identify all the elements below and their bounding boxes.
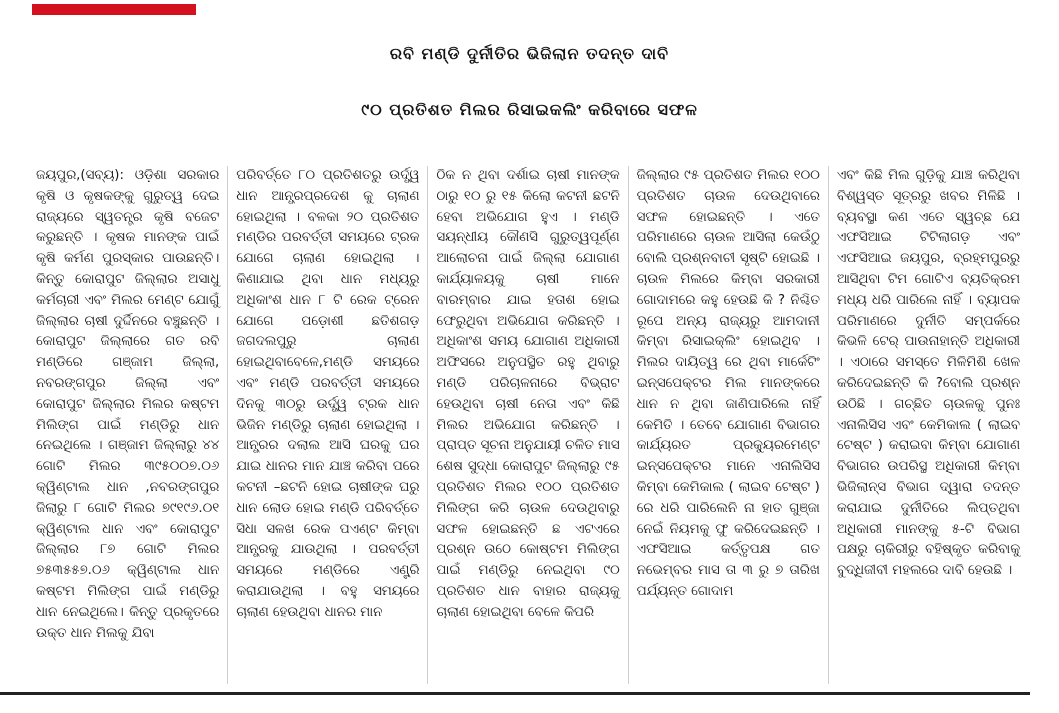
article-column-5: ଏବଂ କିଛି ମିଲ ଗୁଡ଼ିକୁ ଯାଞ୍ଚ କରିଥିବା ବିଶ୍ୱସ୍ତ ସୂତ୍ରରୁ ଖବର ମିଳିଛି । ବ୍ୟବସ୍ଥା କଣ ଏତେ ସ୍ୱଚ୍ଛ ଯେ ଏଫସିଆଇ ଟିଟିଲାଗଡ଼ ଏବଂ ଏଫସିଆଇ ଜୟପୁର, ବ୍ରହ୍ମପୁରରୁ ଆସିଥିବା ଟିମ ଗୋଟିଏ ବ୍ୟତିକ୍ରମ ମଧ୍ୟ ଧରି ପାରିଲେ ନାହିଁ । ବ୍ୟାପକ ପରିମାଣରେ ଦୁର୍ନୀତି ସମ୍ପର୍କରେ କିଭଳି ଟେର୍ ପାଉନାହାନ୍ତି ଅଧିକାରୀ । ଏଠାରେ ସମସ୍ତେ ମିଳିମିଶି ଖେଳ କରିଦେଇଛନ୍ତି କି ?ବୋଲି ପ୍ରଶ୍ନ ଉଠିଛି । ଗଚ୍ଛିତ ଚାଉଳକୁ ପୁନଃ ଏନାଲିସିସ ଏବଂ କେମିକାଲ ( ଲାଇବ ଟେଷ୍ଟ ) କରାଇବା କିମ୍ବା ଯୋଗାଣ ବିଭାଗର ଉପରିସ୍ଥ ଅଧିକାରୀ କିମ୍ବା ଭିଜିଲାନ୍ସ ବିଭାଗ ଦ୍ୱାରା ତଦନ୍ତ କରାଯାଇ ଦୁର୍ନୀତିରେ ଲିପ୍ତଥିବା ଅଧିକାରୀ ମାନଙ୍କୁ ୫-ଟି ବିଭାଗ ପକ୍ଷରୁ ଚାକିରୀରୁ ବହିଷ୍କୃତ କରିବାକୁ ବୁଦ୍ଧିଜୀବୀ ମହଲରେ ଦାବି ହେଉଛି । [828, 166, 1028, 684]
article-column-4: ଜିଲ୍ଲାର ୯୫ ପ୍ରତିଶତ ମିଲର ୧୦୦ ପ୍ରତିଶତ ଚାଉଳ ଦେଉଥିବାରେ ସଫଳ ହୋଇଛନ୍ତି । ଏତେ ପରିମାଣରେ ଚାଉଳ ଆସିଲା କେଉଁଠୁ ବୋଲି ପ୍ରଶ୍ନବାଚୀ ସୃଷ୍ଟି ହୋଇଛି । ଚାଉଳ ମିଲରେ କିମ୍ବା ସରକାରୀ ଗୋଦାମରେ କହୁ ହେଉଛି କି ? ନିଶ୍ଚିତ ରୂପେ ଅନ୍ୟ ରାଜ୍ୟରୁ ଆମଦାନୀ କିମ୍ବା ରିସାଇକ୍ଲିଂ ହୋଇଥିବ । ମିଲର ଦାୟିତ୍ୱ ରେ ଥିବା ମାର୍କେଟିଂ ଇନ୍ସପେକ୍ଟର ମିଲ ମାନଙ୍କରେ ଧାନ ନ ଥିବା ଜାଣିପାରିଲେ ନାହିଁ କେମିତି । ତେବେ ଯୋଗାଣ ବିଭାଗର କାର୍ଯ୍ୟରତ ପ୍ରକ୍ୟୁରମେଣ୍ଟ ଇନ୍ସପେକ୍ଟର ମାନେ ଏନାଲିସିସ କିମ୍ବା କେମିକାଲ ( ଲାଇବ ଟେଷ୍ଟ ) ରେ ଧରି ପାରିଲେନି ନା ହାତ ଗୁଞ୍ଜା ନେଇଁ ନିୟମକୁ ଫୁ କରିଦେଇଛନ୍ତି । ଏଫସିଆଇ କର୍ତ୍ତୃପକ୍ଷ ଗତ ନଭେମ୍ବର ମାସ ତା ୩ ରୁ ୭ ତାରିଖ ପର୍ଯ୍ୟନ୍ତ ଗୋଦାମ [628, 166, 828, 684]
headline-line-2: ୯୦ ପ୍ରତିଶତ ମିଲର ରିସାଇକଲିଂ କରିବାରେ ସଫଳ [361, 100, 698, 119]
article-column-3: ଠିକ ନ ଥିବା ଦର୍ଶାଇ ଚାଷୀ ମାନଙ୍କ ଠାରୁ ୧୦ ରୁ ୧୫ କିଲୋ କଟନୀ ଛଟନି ହେବା ଅଭିଯୋଗ ହୁଏ । ମଣ୍ଡି ସୟନ୍ଧୀୟ କୌଣସି ଗୁରୁତ୍ୱପୂର୍ଣ୍ଣ ଆଲୋଚନା ପାଇଁ ଜିଲ୍ଲା ଯୋଗାଣ କାର୍ଯ୍ୟାଳୟକୁ ଚାଷୀ ମାନେ ବାରମ୍ବାର ଯାଇ ହତାଶ ହୋଇ ଫେରୁଥିବା ଅଭିଯୋଗ କରିଛନ୍ତି । ଅଧିକାଂଶ ସମୟ ଯୋଗାଣ ଅଧିକାରୀ ଅଫିସରେ ଅନୁପସ୍ଥିତ ରହୁ ଥିବାରୁ ମଣ୍ଡି ପରିଚାଳନାରେ ବିଭ୍ରାଟ ହେଉଥିବା ଚାଷୀ ନେତା ଏବଂ କିଛି ମିଲର ଅଭିଯୋଗ କରିଛନ୍ତି । ପ୍ରାପ୍ତ ସୂଚନା ଅନୁଯାୟୀ ଚଳିତ ମାସ ଶେଷ ସୁଦ୍ଧା କୋରାପୁଟ ଜିଲ୍ଲାରୁ ୯୫ ପ୍ରତିଶତ ମିଲର ୧୦୦ ପ୍ରତିଶତ ମିଲିଙ୍ଗ କରି ଚାଉଳ ଦେଉଥିବାରୁ ସଫଳ ହୋଇଛନ୍ତି ଛ ଏଟଏରେ ପ୍ରଶ୍ନ ଉଠେ କୋଷ୍ଟମ ମିଲିଙ୍ଗ ପାଇଁ ମଣ୍ଡିରୁ ନେଇଥିବା ୯୦ ପ୍ରତିଶତ ଧାନ ବାହାର ରାଜ୍ୟକୁ ଚାଲାଣ ହୋଇଥିବା ବେଳେ କିପରି [427, 166, 627, 684]
headline-line-1: ରବି ମଣ୍ଡି ଦୁର୍ନୀତିର ଭିଜିଲାନ ତଦନ୍ତ ଦାବି [389, 44, 670, 63]
bottom-rule [0, 692, 1030, 695]
headline [0, 26, 1059, 138]
article-column-1: ଜୟପୁର,(ସବ୍ୟ): ଓଡ଼ିଶା ସରକାର କୃଷି ଓ କୃଷକଙ୍କୁ ଗୁରୁତ୍ୱ ଦେଇ ରାଜ୍ୟରେ ସ୍ୱତନ୍ତ୍ର କୃଷି ବଜେଟ କରୁଛନ୍ତି । କୃଷକ ମାନଙ୍କ ପାଇଁ କୃଷି କର୍ମଣ ପୁରସ୍କାର ପାଉଛନ୍ତି। କିନ୍ତୁ କୋରାପୁଟ ଜିଲ୍ଲାର ଅସାଧୁ କର୍ମଚାରୀ ଏବଂ ମିଲର ମେଣ୍ଟ ଯୋଗୁଁ ଜିଲ୍ଲାର ଚାଷୀ ଦୁର୍ଦ୍ଦିନରେ ବଞ୍ଚୁଛନ୍ତି । କୋରାପୁଟ ଜିଲ୍ଲାରେ ଗତ ରବି ମଣ୍ଡିରେ ଗଞ୍ଜାମ ଜିଲ୍ଲା, ନବରଙ୍ଗପୁର ଜିଲ୍ଲା ଏବଂ କୋରାପୁଟ ଜିଲ୍ଲାର ମିଲର କଷ୍ଟମ ମିଲିଙ୍ଗ ପାଇଁ ମଣ୍ଡିରୁ ଧାନ ନେଇଥିଲେ । ଗଞ୍ଜାମ ଜିଲ୍ଲାରୁ ୪୪ ଗୋଟି ମିଲର ୩୯୫୦୦୭.୦୬ କ୍ୱିଣ୍ଟାଲ ଧାନ ,ନବରଙ୍ଗପୁର ଜିଲାରୁ ୮ ଗୋଟି ମିଲର ୭୯୧୯୬.୦୧ କ୍ୱିଣ୍ଟାଲ ଧାନ ଏବଂ କୋରାପୁଟ ଜିଲ୍ଲାର ୮୭ ଗୋଟି ମିଲର ୭୫୩୫୫୭.୦୬ କ୍ୱିଣ୍ଟାଲ ଧାନ କଷ୍ଟମ ମିଲିଙ୍ଗ ପାଇଁ ମଣ୍ଡିରୁ ଧାନ ନେଇଥିଲେ। କିନ୍ତୁ ପ୍ରକୃତରେ ଉକ୍ତ ଧାନ ମିଲକୁ ଯିବା [36, 168, 220, 641]
article-body [28, 166, 1028, 684]
accent-bar [32, 4, 196, 15]
article-column-2: ପରିବର୍ତ୍ତେ ୮୦ ପ୍ରତିଶତରୁ ଉର୍ଦ୍ଧ୍ୱ ଧାନ ଆନ୍ଧ୍ରପ୍ରଦେଶ କୁ ଚାଲାଣ ହୋଇଥିଲା । ବଳକା ୨୦ ପ୍ରତିଶତ ମଣ୍ଡିର ପରବର୍ତ୍ତୀ ସମୟରେ ଟ୍ରକ ଯୋଗେ ଚାଲାଣ ହୋଇଥିଲା । କିଣାଯାଇ ଥିବା ଧାନ ମଧ୍ୟରୁ ଅଧିକାଂଶ ଧାନ ୮ ଟି ରେକ ଟ୍ରେନ ଯୋଗେ ପଡ଼ୋଶୀ ଛତିଶଗଡ଼ ଜଗଦଲପୁରୁ ଚାଲାଣ ହୋଇଥିବାବେଳେ,ମଣ୍ଡି ସମୟରେ ଏବଂ ମଣ୍ଡି ପରବର୍ତ୍ତୀ ସମୟରେ ଦିନକୁ ୩୦ରୁ ଉର୍ଦ୍ଧ୍ୱ ଟ୍ରକ ଧାନ ଭିଜିନ ମଣ୍ଡିରୁ ଚାଲାଣ ହୋଇଥିଲା । ଆନ୍ଧ୍ରର ଦଲାଲ ଆସି ଘରକୁ ଘର ଯାଇ ଧାନର ମାନ ଯାଞ୍ଚ କରିବା ପରେ କଟନୀ –ଛଟନି ହୋଇ ଚାଷୀଙ୍କ ଘରୁ ଧାନ ଲୋଡ ହୋଇ ମଣ୍ଡି ପରିବର୍ତ୍ତେ ସିଧା ସଳଖ ରେକ ପଏଣ୍ଟ କିମ୍ବା ଆନ୍ଧ୍ରକୁ ଯାଉଥିଲା । ପରବର୍ତ୍ତୀ ସମୟରେ ମଣ୍ଡିରେ ଏଣ୍ଟ୍ରି କରାଯାଉଥିଲା । ବହୁ ସମୟରେ ଚାଲାଣ ହେଉଥିବା ଧାନର ମାନ [227, 166, 427, 684]
